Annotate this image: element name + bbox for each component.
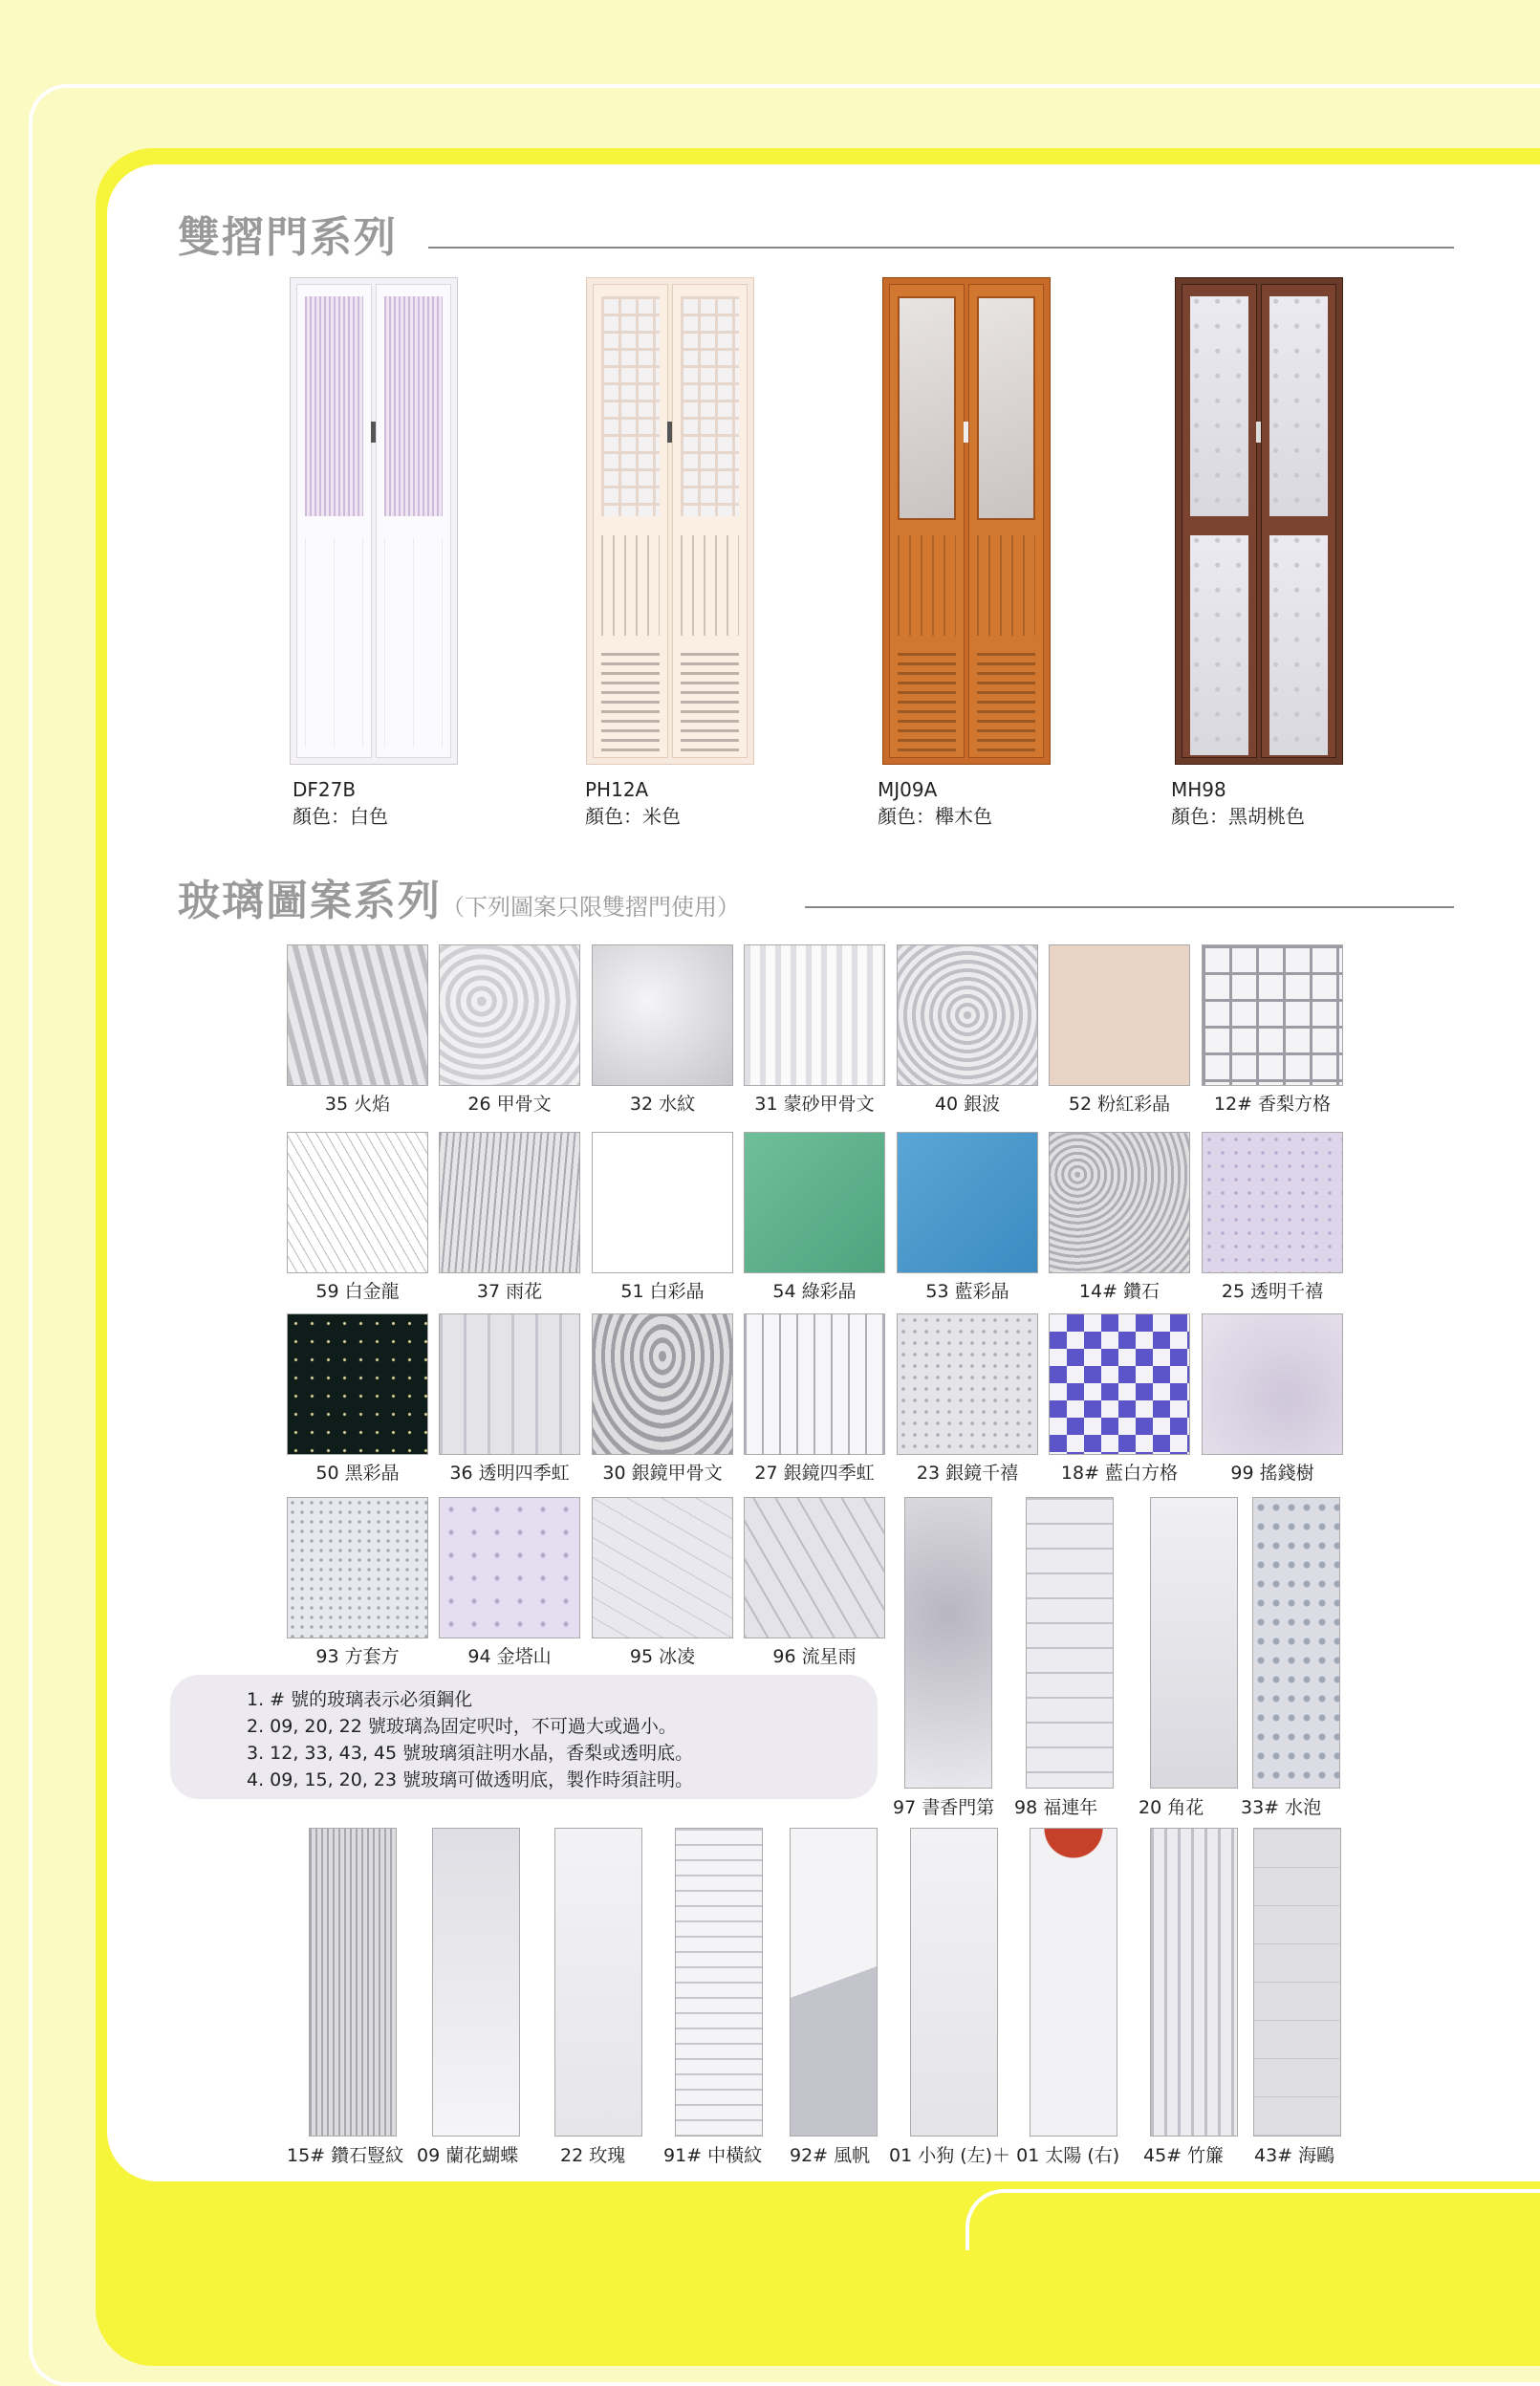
glass-tile-label: 50 黑彩晶 xyxy=(315,1463,400,1484)
glass-tile-label: 14# 鑽石 xyxy=(1078,1281,1160,1302)
glass-tile-label: 95 冰凌 xyxy=(629,1646,696,1667)
glass-tile-label: 30 銀鏡甲骨文 xyxy=(602,1463,723,1484)
glass-tile-swatch xyxy=(1202,944,1343,1086)
glass-tile-swatch xyxy=(439,1313,580,1455)
door-df27b-image xyxy=(290,277,458,765)
glass-tile-label: 27 銀鏡四季虹 xyxy=(754,1463,875,1484)
glass-panel-swatch xyxy=(554,1828,642,2137)
notes-box xyxy=(170,1675,878,1799)
glass-tile-swatch xyxy=(744,1497,885,1638)
glass-tile-swatch xyxy=(744,1313,885,1455)
glass-tile-swatch xyxy=(592,1497,733,1638)
glass-tile-swatch xyxy=(897,1132,1038,1273)
glass-tile-label: 40 銀波 xyxy=(934,1094,1001,1115)
glass-panel-label: 09 蘭花蝴蝶 xyxy=(417,2145,519,2166)
glass-tile-label: 54 綠彩晶 xyxy=(772,1281,857,1302)
glass-panel-label: 15# 鑽石豎紋 xyxy=(287,2145,404,2166)
glass-panel-label: 33# 水泡 xyxy=(1241,1797,1322,1818)
glass-title-rule xyxy=(805,906,1454,908)
glass-tile-swatch xyxy=(1049,1132,1190,1273)
glass-tile-swatch xyxy=(744,1132,885,1273)
glass-panel-swatch xyxy=(1026,1497,1114,1789)
glass-tile-swatch xyxy=(897,1313,1038,1455)
glass-tile-swatch xyxy=(287,944,428,1086)
note-item: 3. 12, 33, 43, 45 號玻璃須註明水晶，香梨或透明底。 xyxy=(247,1743,694,1764)
glass-panel-label: 43# 海鷗 xyxy=(1254,2145,1335,2166)
glass-tile-label: 36 透明四季虹 xyxy=(449,1463,570,1484)
door-label-df27b xyxy=(293,776,388,830)
glass-tile-swatch xyxy=(897,944,1038,1086)
glass-panel-swatch xyxy=(1030,1828,1117,2137)
glass-panel-label: 97 書香門第 xyxy=(893,1797,995,1818)
door-color: 顏色：白色 xyxy=(293,805,388,828)
doors-title-rule xyxy=(428,247,1454,249)
glass-tile-swatch xyxy=(287,1313,428,1455)
glass-tile-label: 12# 香梨方格 xyxy=(1213,1094,1332,1115)
glass-panel-swatch xyxy=(1253,1828,1341,2137)
door-color: 顏色：米色 xyxy=(585,805,681,828)
door-code: MH98 xyxy=(1171,778,1226,801)
glass-panel-label: 91# 中橫紋 xyxy=(663,2145,763,2166)
glass-panel-label: 22 玫瑰 xyxy=(560,2145,626,2166)
door-code: PH12A xyxy=(585,778,649,801)
door-mj09a-image xyxy=(882,277,1051,765)
door-ph12a-image xyxy=(586,277,754,765)
glass-tile-swatch xyxy=(287,1497,428,1638)
glass-tile-label: 53 藍彩晶 xyxy=(925,1281,1009,1302)
glass-tile-label: 18# 藍白方格 xyxy=(1060,1463,1179,1484)
glass-tile-swatch xyxy=(744,944,885,1086)
glass-tile-swatch xyxy=(1202,1313,1343,1455)
glass-tile-swatch xyxy=(1049,944,1190,1086)
glass-panel-swatch xyxy=(904,1497,992,1789)
glass-tile-label: 32 水紋 xyxy=(629,1094,696,1115)
glass-panel-swatch xyxy=(675,1828,763,2137)
glass-tile-swatch xyxy=(287,1132,428,1273)
glass-tile-label: 93 方套方 xyxy=(315,1646,400,1667)
glass-panel-swatch xyxy=(309,1828,397,2137)
glass-tile-label: 26 甲骨文 xyxy=(467,1094,552,1115)
glass-tile-label: 37 雨花 xyxy=(476,1281,543,1302)
glass-panel-swatch xyxy=(790,1828,878,2137)
glass-title-text: 玻璃圖案系列 xyxy=(178,877,442,925)
glass-panel-label: 01 小狗 (左)＋ 01 太陽 (右) xyxy=(889,2145,1120,2166)
glass-tile-label: 23 銀鏡千禧 xyxy=(916,1463,1019,1484)
glass-tile-swatch xyxy=(439,944,580,1086)
glass-tile-swatch xyxy=(592,944,733,1086)
glass-tile-swatch xyxy=(439,1132,580,1273)
glass-panel-label: 98 福連年 xyxy=(1014,1797,1098,1818)
glass-tile-label: 25 透明千禧 xyxy=(1221,1281,1324,1302)
glass-tile-label: 52 粉紅彩晶 xyxy=(1068,1094,1171,1115)
glass-tile-label: 31 蒙砂甲骨文 xyxy=(754,1094,875,1115)
glass-section-title xyxy=(178,866,740,927)
glass-tile-swatch xyxy=(439,1497,580,1638)
glass-tile-label: 59 白金龍 xyxy=(315,1281,400,1302)
glass-subtitle: （下列圖案只限雙摺門使用） xyxy=(442,894,740,921)
glass-panel-swatch xyxy=(1252,1497,1340,1789)
glass-tile-swatch xyxy=(1049,1313,1190,1455)
glass-tile-label: 99 搖錢樹 xyxy=(1230,1463,1314,1484)
glass-tile-swatch xyxy=(1202,1132,1343,1273)
door-label-mh98 xyxy=(1171,776,1305,830)
glass-panel-swatch xyxy=(1150,1497,1238,1789)
note-item: 1. # 號的玻璃表示必須鋼化 xyxy=(247,1689,473,1710)
glass-panel-swatch xyxy=(910,1828,998,2137)
doors-section-title: 雙摺門系列 xyxy=(178,213,398,262)
decorative-bottom-outline xyxy=(965,2189,1540,2250)
glass-tile-label: 51 白彩晶 xyxy=(620,1281,705,1302)
door-mh98-image xyxy=(1175,277,1343,765)
note-item: 2. 09, 20, 22 號玻璃為固定呎吋，不可過大或過小。 xyxy=(247,1716,677,1737)
door-code: DF27B xyxy=(293,778,357,801)
door-code: MJ09A xyxy=(878,778,938,801)
glass-panel-swatch xyxy=(1150,1828,1238,2137)
door-color: 顏色：櫸木色 xyxy=(878,805,992,828)
note-item: 4. 09, 15, 20, 23 號玻璃可做透明底，製作時須註明。 xyxy=(247,1769,694,1790)
glass-tile-label: 96 流星雨 xyxy=(772,1646,857,1667)
glass-panel-label: 20 角花 xyxy=(1139,1797,1204,1818)
glass-panel-label: 45# 竹簾 xyxy=(1143,2145,1225,2166)
glass-panel-swatch xyxy=(432,1828,520,2137)
glass-tile-label: 35 火焰 xyxy=(324,1094,391,1115)
door-label-mj09a xyxy=(878,776,992,830)
glass-panel-label: 92# 風帆 xyxy=(790,2145,871,2166)
glass-tile-label: 94 金塔山 xyxy=(467,1646,552,1667)
door-color: 顏色：黑胡桃色 xyxy=(1171,805,1305,828)
door-label-ph12a xyxy=(585,776,681,830)
glass-tile-swatch xyxy=(592,1313,733,1455)
glass-tile-swatch xyxy=(592,1132,733,1273)
